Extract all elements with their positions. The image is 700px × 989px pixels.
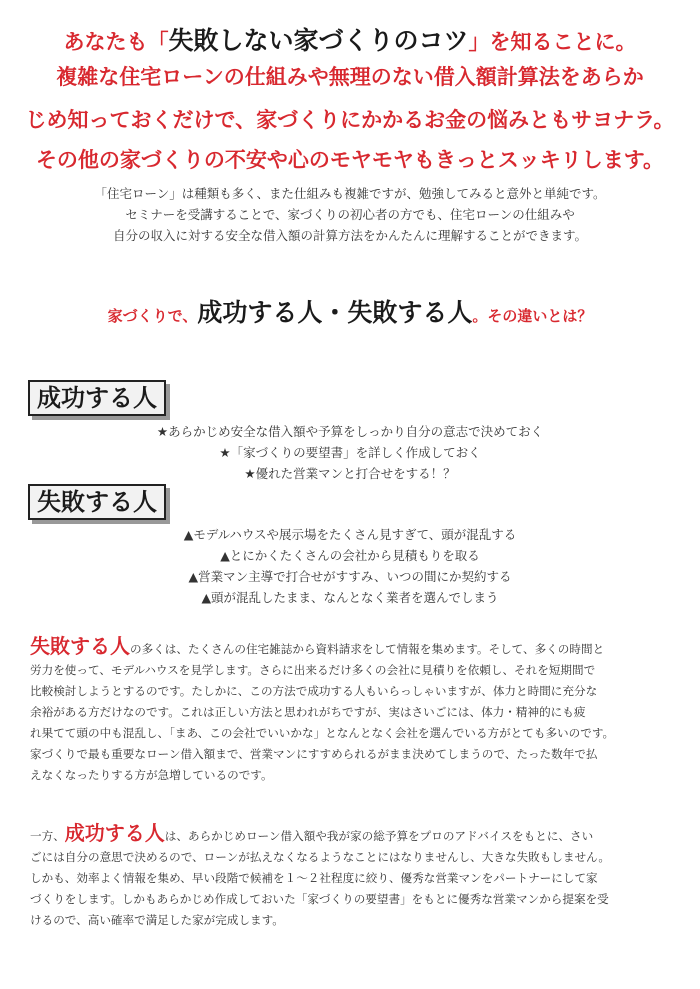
success-item: ★「家づくりの要望書」を詳しく作成しておく: [219, 445, 481, 460]
paragraph-line: 余裕がある方だけなのです。これは正しい方法と思われがちですが、実はさいごには、体力・精神的にも疲: [30, 705, 586, 719]
paragraph-line: [30, 823, 670, 847]
success-label: 成功する人: [28, 380, 166, 416]
paragraph-line: けるので、高い確率で満足した家が完成します。: [30, 913, 284, 927]
paragraph-line: 比較検討しようとするのです。たしかに、この方法で成功する人もいらっしゃいますが、体力と時間に充分な: [30, 684, 598, 698]
failure-label: 失敗する人: [28, 484, 166, 520]
headline-line-1-strong: 失敗しない家づくりのコツ: [168, 26, 469, 55]
failure-lead: 失敗する人: [30, 634, 130, 658]
failure-item: ▲頭が混乱したまま、なんとなく業者を選んでしまう: [201, 590, 499, 605]
paragraph-line: れ果てて頭の中も混乱し、「まあ、この会社でいいかな」となんとなく会社を選んでいる方がとても多いのです。: [30, 726, 615, 740]
intro-text: [0, 183, 700, 246]
contrast-post: 。その違いとは？: [472, 307, 593, 325]
contrast-main: 成功する人・失敗する人: [197, 298, 473, 327]
intro-line-2: セミナーを受講することで、家づくりの初心者の方でも、住宅ローンの仕組みや: [125, 207, 575, 222]
paragraph-text: の多くは、たくさんの住宅雑誌から資料請求をして情報を集めます。そして、多くの時間と: [130, 642, 605, 656]
paragraph-line: えなくなったりする方が急増しているのです。: [30, 768, 273, 782]
paragraph-line: づくりをします。しかもあらかじめ作成しておいた「家づくりの要望書」をもとに優秀な営業マンから提案を受: [30, 892, 609, 906]
paragraph-line: しかも、効率よく情報を集め、早い段階で候補を１～２社程度に絞り、優秀な営業マンをパートナーにして家: [30, 871, 598, 885]
intro-line-3: 自分の収入に対する安全な借入額の計算方法をかんたんに理解することができます。: [112, 228, 587, 243]
paragraph-line: 家づくりで最も重要なローン借入額まで、営業マンにすすめられるがまま決めてしまうので、たった数年で払: [30, 747, 598, 761]
success-lead: 成功する人: [64, 821, 165, 845]
success-paragraph: [30, 823, 670, 931]
failure-item: ▲営業マン主導で打合せがすすみ、いつの間にか契約する: [188, 569, 512, 584]
headline-line-1: [0, 26, 700, 57]
headline-line-4: その他の家づくりの不安や心のモヤモヤもきっとスッキリします。: [35, 148, 665, 172]
contrast-heading: [0, 293, 700, 329]
success-item: ★あらかじめ安全な借入額や予算をしっかり自分の意志で決めておく: [156, 424, 544, 439]
contrast-pre: 家づくりで、: [107, 307, 198, 325]
success-list: [0, 421, 700, 484]
paragraph-text: 一方、: [30, 829, 65, 843]
headline-line-1-post: 」を知ることに。: [468, 30, 637, 54]
paragraph-text: は、あらかじめローン借入額や我が家の総予算をプロのアドバイスをもとに、さい: [164, 829, 594, 843]
failure-item: ▲とにかくたくさんの会社から見積もりを取る: [220, 548, 480, 563]
intro-line-1: 「住宅ローン」は種類も多く、また仕組みも複雑ですが、勉強してみると意外と単純です。: [94, 186, 606, 201]
paragraph-line: [30, 636, 670, 660]
headline-line-3: じめ知っておくだけで、家づくりにかかるお金の悩みともサヨナラ。: [25, 108, 675, 132]
success-item: ★優れた営業マンと打合せをする！？: [244, 466, 456, 481]
headline-line-2: 複雑な住宅ローンの仕組みや無理のない借入額計算法をあらか: [56, 65, 644, 89]
headline-line-1-pre: あなたも「: [63, 30, 169, 54]
paragraph-line: 労力を使って、モデルハウスを見学します。さらに出来るだけ多くの会社に見積りを依頼し、それを短期間で: [30, 663, 596, 677]
failure-paragraph: [30, 636, 670, 786]
paragraph-line: ごには自分の意思で決めるので、ローンが払えなくなるようなことにはなりませんし、大きな失敗もしません。: [30, 850, 610, 864]
failure-item: ▲モデルハウスや展示場をたくさん見すぎて、頭が混乱する: [183, 527, 517, 542]
failure-list: [0, 524, 700, 608]
